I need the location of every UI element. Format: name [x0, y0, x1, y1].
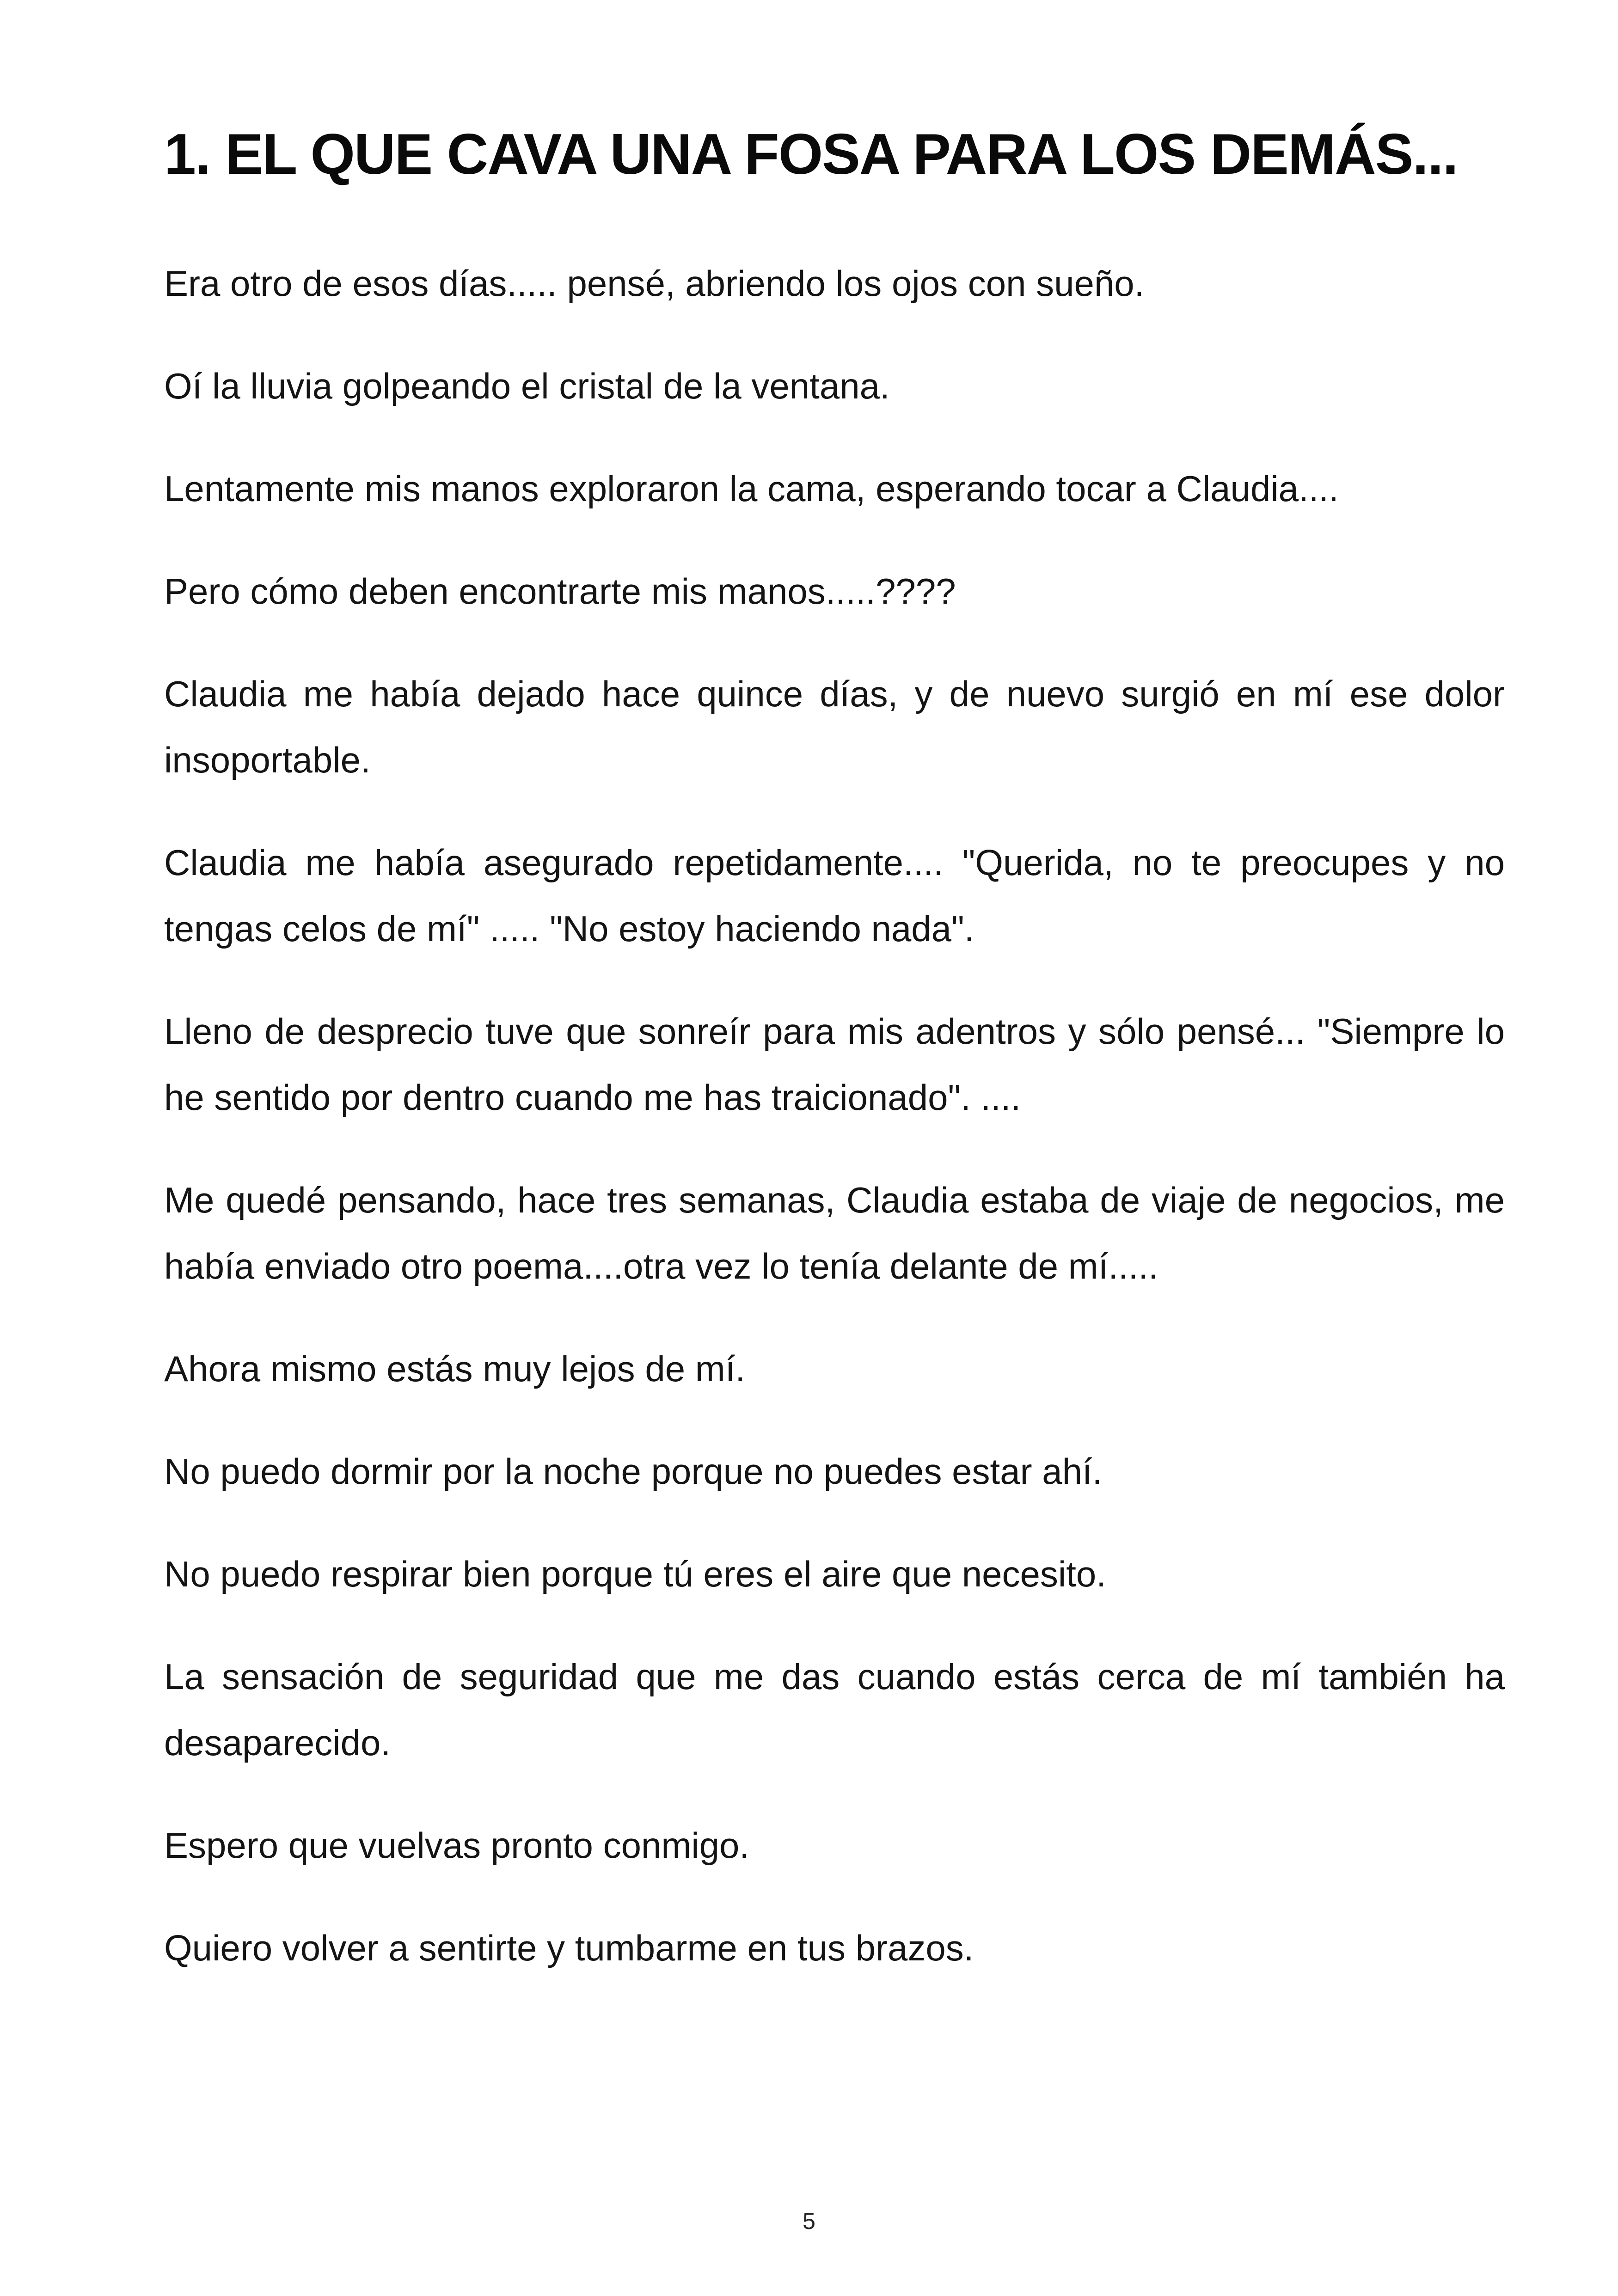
paragraph: No puedo respirar bien porque tú eres el aire que necesito. [164, 1554, 1106, 1594]
paragraph: Lleno de desprecio tuve que sonreír para mis adentros y sólo pensé... "Siempre lo he sentido por dentro cuando me has traicionado". .... [164, 1011, 1505, 1118]
paragraph: Espero que vuelvas pronto conmigo. [164, 1825, 750, 1866]
paragraph: Claudia me había dejado hace quince días, y de nuevo surgió en mí ese dolor insoportable. [164, 673, 1505, 780]
paragraph: Me quedé pensando, hace tres semanas, Claudia estaba de viaje de negocios, me había enviado otro poema....otra vez lo tenía delante de mí..... [164, 1180, 1505, 1286]
chapter-title: 1. EL QUE CAVA UNA FOSA PARA LOS DEMÁS... [164, 122, 1458, 186]
paragraph: Lentamente mis manos exploraron la cama, esperando tocar a Claudia.... [164, 468, 1339, 509]
paragraph: No puedo dormir por la noche porque no puedes estar ahí. [164, 1451, 1103, 1492]
paragraph: Claudia me había asegurado repetidamente.... "Querida, no te preocupes y no tengas celos de mí" ..... "No estoy haciendo nada". [164, 842, 1505, 949]
paragraph: Quiero volver a sentirte y tumbarme en tus brazos. [164, 1928, 974, 1968]
paragraph: La sensación de seguridad que me das cuando estás cerca de mí también ha desaparecido. [164, 1656, 1505, 1763]
paragraph: Ahora mismo estás muy lejos de mí. [164, 1348, 746, 1389]
paragraph: Oí la lluvia golpeando el cristal de la ventana. [164, 366, 890, 406]
paragraph: Era otro de esos días..... pensé, abriendo los ojos con sueño. [164, 263, 1145, 304]
page-number: 5 [803, 2208, 815, 2234]
paragraph: Pero cómo deben encontrarte mis manos.....???? [164, 571, 956, 612]
page-content [164, 116, 1505, 2018]
